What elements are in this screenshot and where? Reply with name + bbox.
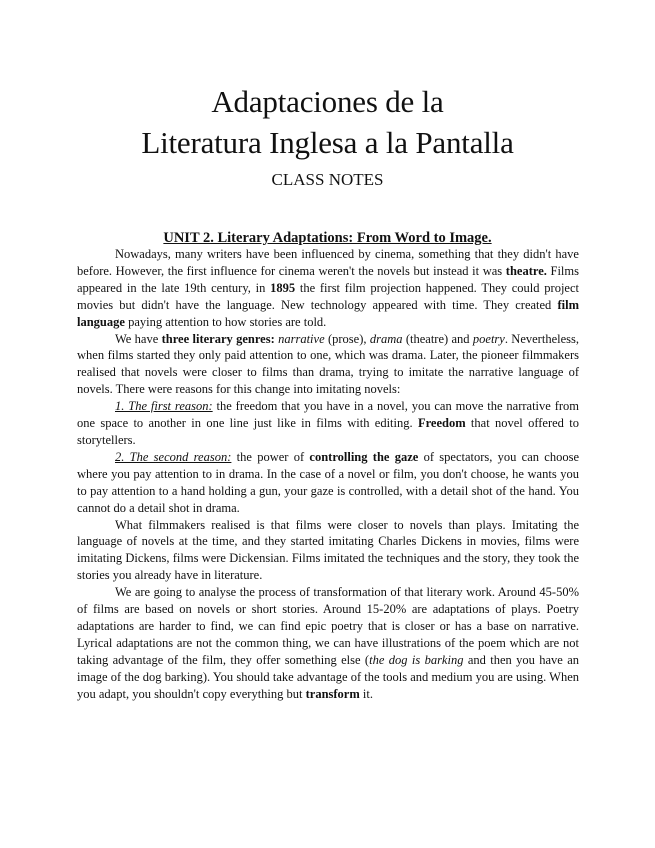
emphasis: transform [305,686,360,701]
text-run: Nowadays, many writers have been influenced by cinema, something that they didn't have before. However, the first influence for cinema weren't the novels but instead it was [77,247,579,278]
text-run: (theatre) and [402,331,473,346]
italic-term: poetry [472,331,505,346]
text-run: of spectators, you can choose where you pay attention to in drama. In the case of a novel or film, you don't choose, he wants you to pay attention to a hand holding a gun, your gaze is controlled, with a detail shot of the hand. You cannot do a detail shot in drama. [77,449,580,515]
text-run: Films appeared in the late 19th century, in [77,263,579,295]
emphasis: Freedom [417,416,466,431]
body-text [77,246,579,702]
emphasis: 1895 [270,280,296,295]
emphasis: controlling the gaze [309,449,419,464]
text-run: (prose), [324,331,370,346]
text-run: that novel offered to storytellers. [77,416,579,447]
paragraph-5 [77,517,579,585]
title-line-1: Adaptaciones de la [211,84,444,119]
paragraph-6 [77,584,579,702]
italic-term: the dog is barking [369,652,464,667]
emphasis: three literary genres: [161,331,275,346]
unit-heading: UNIT 2. Literary Adaptations: From Word to Image. [163,230,492,246]
text-run: and then you have an image of the dog barking). You should take advantage of the tools and medium you are using. When you adapt, you shouldn't copy everything but [77,652,579,701]
emphasis: film language [77,297,579,329]
reason-label: 1. The first reason: [115,399,213,414]
text-run: What filmmakers realised is that films were closer to novels than plays. Imitating the language of novels at the time, and they started imitating Charles Dickens in movies, films were imitating Dickens, films were Dickensian. Films imitated the techniques and the story, they took the stories you already have in literature. [77,517,579,583]
subtitle: CLASS NOTES [271,170,384,189]
italic-term: narrative [278,331,325,346]
title-line-2: Literatura Inglesa a la Pantalla [141,125,514,160]
emphasis: theatre. [505,263,547,278]
paragraph-1 [77,246,579,331]
text-run: paying attention to how stories are told. [124,314,327,329]
reason-label: 2. The second reason: [115,449,232,464]
text-run: the freedom that you have in a novel, you can move the narrative from one space to another in one line just like in films with editing. [77,399,579,431]
paragraph-2 [77,331,579,399]
paragraph-4 [77,449,579,517]
text-run: the power of [231,449,310,464]
text-run: the first film projection happened. They could project movies but didn't have the language. New technology appeared with time. They created [77,280,579,312]
text-run: . Nevertheless, when films started they only paid attention to one, which was drama. Later, the pioneer filmmakers realised that novels were closer to films than drama, trying to imitate the narrative language of novels. There were reasons for this change into imitating novels: [77,331,579,397]
text-run: We have [115,331,162,346]
paragraph-3 [77,398,579,449]
text-run: We are going to analyse the process of transformation of that literary work. Around 45-50% of films are based on novels or short stories. Around 15-20% are adaptations of plays. Poetry adaptations are harder to find, we can find epic poetry that is closer or has a base on narrative. Lyrical adaptations are not the common thing, we can have illustrations of the poem which are not taking advantage of the film, they offer something else ( [77,585,579,667]
italic-term: drama [369,331,403,346]
text-run: it. [359,686,373,701]
